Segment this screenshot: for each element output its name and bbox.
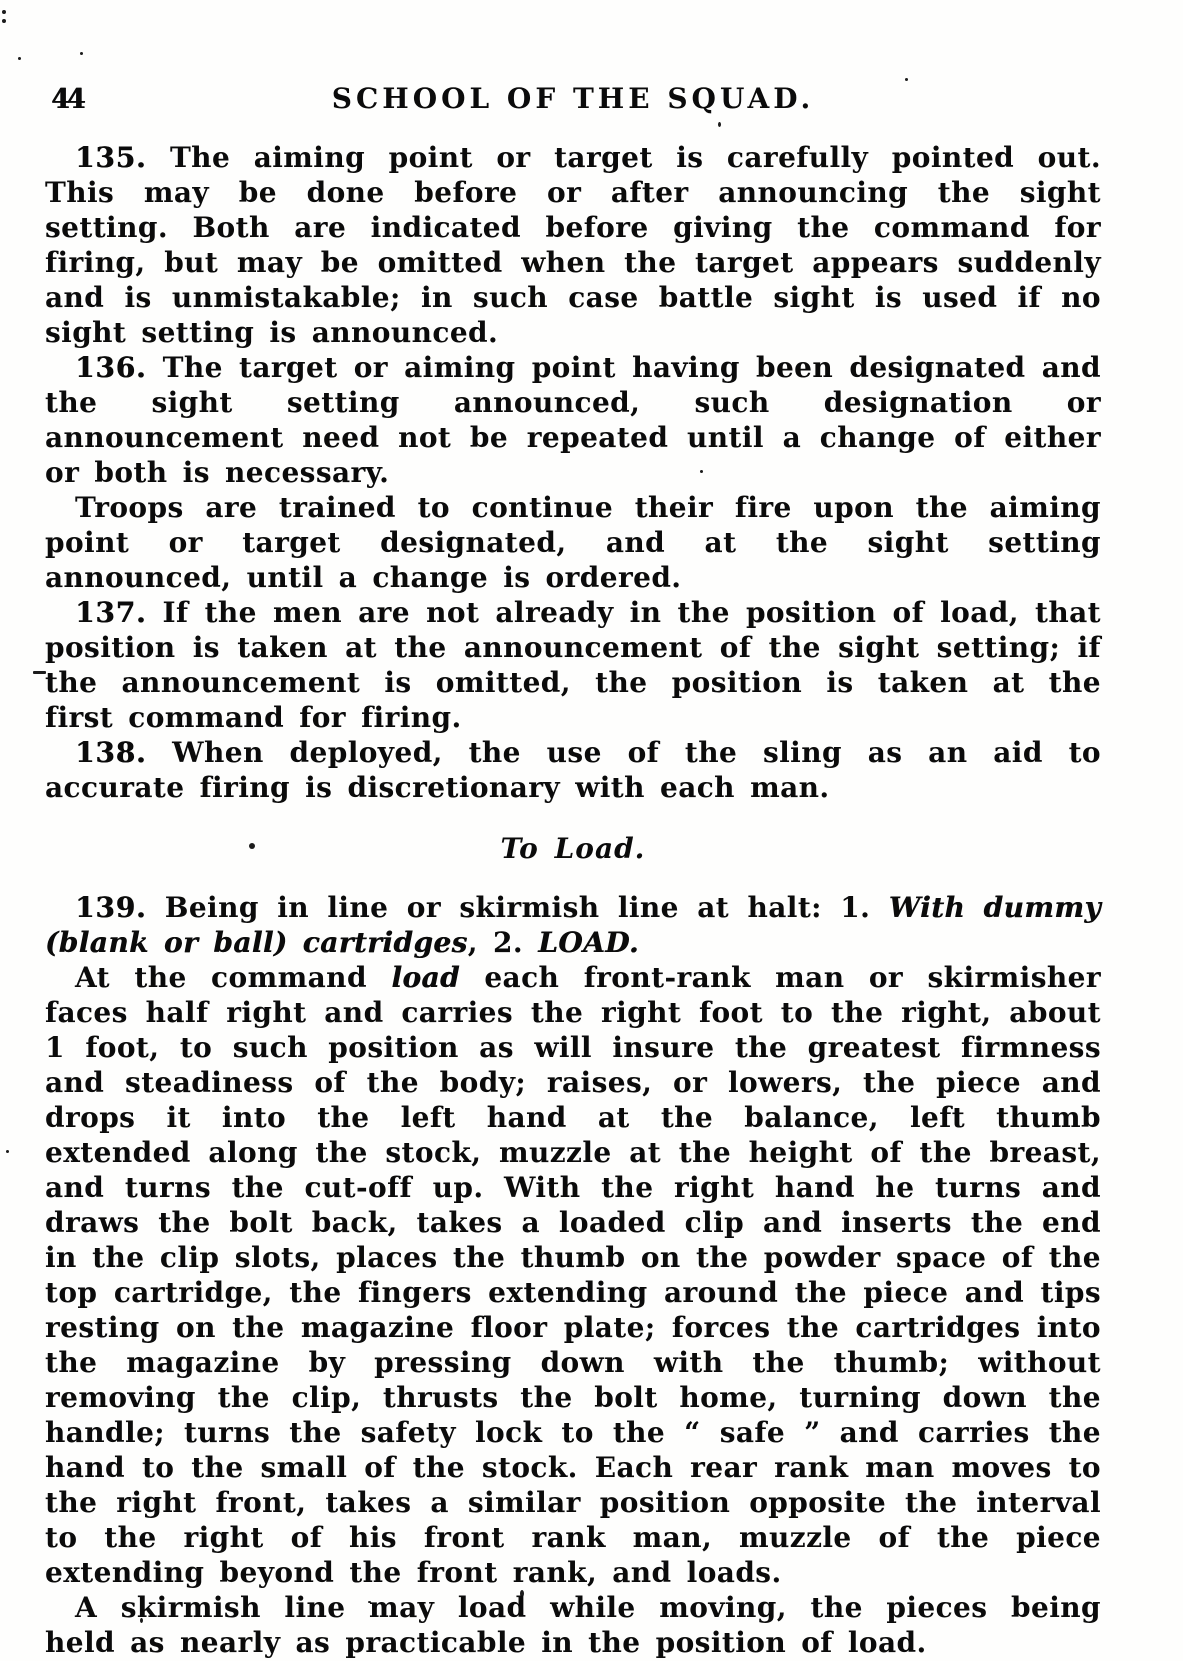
paragraph-text: each front-rank man or skirmisher faces half right and carries the right foot to the right, about 1 foot, to such position as will insure the greatest firmness and steadiness of the body; raises, or lowers, the piece and drops it into the left hand at the balance, left thumb extended along the stock, muzzle at the height of the breast, and turns the cut-off up. With the right hand he turns and draws the bolt back, takes a loaded clip and inserts the end in the clip slots, places the thumb on the powder space of the top cartridge, the fingers extending around the piece and tips resting on the magazine floor plate; forces the cartridges into the magazine by pressing down with the thumb; without removing the clip, thrusts the bolt home, turning down the handle; turns the safety lock to the “ safe ” and carries the hand to the small of the stock. Each rear rank man moves to the right front, takes a similar position opposite the interval to the right of his front rank man, muzzle of the piece extending beyond the front rank, and loads. [45,961,1101,1589]
scan-speck [6,1150,9,1153]
paragraph-number: 135. [75,141,147,174]
paragraph-text: If the men are not already in the position of load, that position is taken at the announcement of the sight setting; if the announcement is omitted, the position is taken at the first command for firing. [45,596,1101,734]
paragraph-text: Being in line or skirmish line at halt: 1. [146,891,889,924]
paragraph-text: When deployed, the use of the sling as an aid to accurate firing is discretionary with each man. [45,736,1101,804]
paragraph-139-skirmish-note [45,1590,1101,1660]
paragraph-text: Troops are trained to continue their fire upon the aiming point or target designated, and at the sight setting announced, until a change is ordered. [45,491,1101,594]
paragraph-135 [45,140,1101,350]
paragraph-text: At the command [75,961,392,994]
scan-speck [2,19,6,23]
text-block [45,84,1101,1660]
paragraph-136 [45,350,1101,490]
paragraph-137 [45,595,1101,735]
scan-speck [905,78,908,81]
command-italic-text: LOAD. [538,926,640,959]
running-title: SCHOOL OF THE SQUAD. [331,82,815,115]
page-body [45,140,1101,1660]
paragraph-139-body [45,960,1101,1590]
paragraph-number: 138. [75,736,147,769]
paragraph-text: The aiming point or target is carefully pointed out. This may be done before or after announcing the sight setting. Both are indicated before giving the command for firing, but may be omitted when the target appears suddenly and is unmistakable; in such case battle sight is used if no sight setting is announced. [45,141,1101,349]
paragraph-text: The target or aiming point having been designated and the sight setting announced, such designation or announcement need not be repeated until a change of either or both is necessary. [45,351,1101,489]
command-italic-text: With dummy (blank or ball) cartridges [45,891,1101,959]
scan-speck [18,57,21,60]
scan-speck [2,10,6,14]
command-italic-text: load [391,961,460,994]
scan-speck [80,52,83,55]
page-header [45,84,1101,114]
paragraph-text: A skirmish line may load while moving, the pieces being held as nearly as practicable in the position of load. [45,1591,1101,1659]
paragraph-number: 137. [75,596,147,629]
section-heading-to-load: To Load. [500,832,646,865]
paragraph-139 [45,890,1101,960]
paragraph-number: 139. [75,891,147,924]
paragraph-138 [45,735,1101,805]
paragraph-text: , 2. [467,926,539,959]
page-number: 44 [51,84,83,115]
paragraph-number: 136. [75,351,147,384]
paragraph-136-continued [45,490,1101,595]
